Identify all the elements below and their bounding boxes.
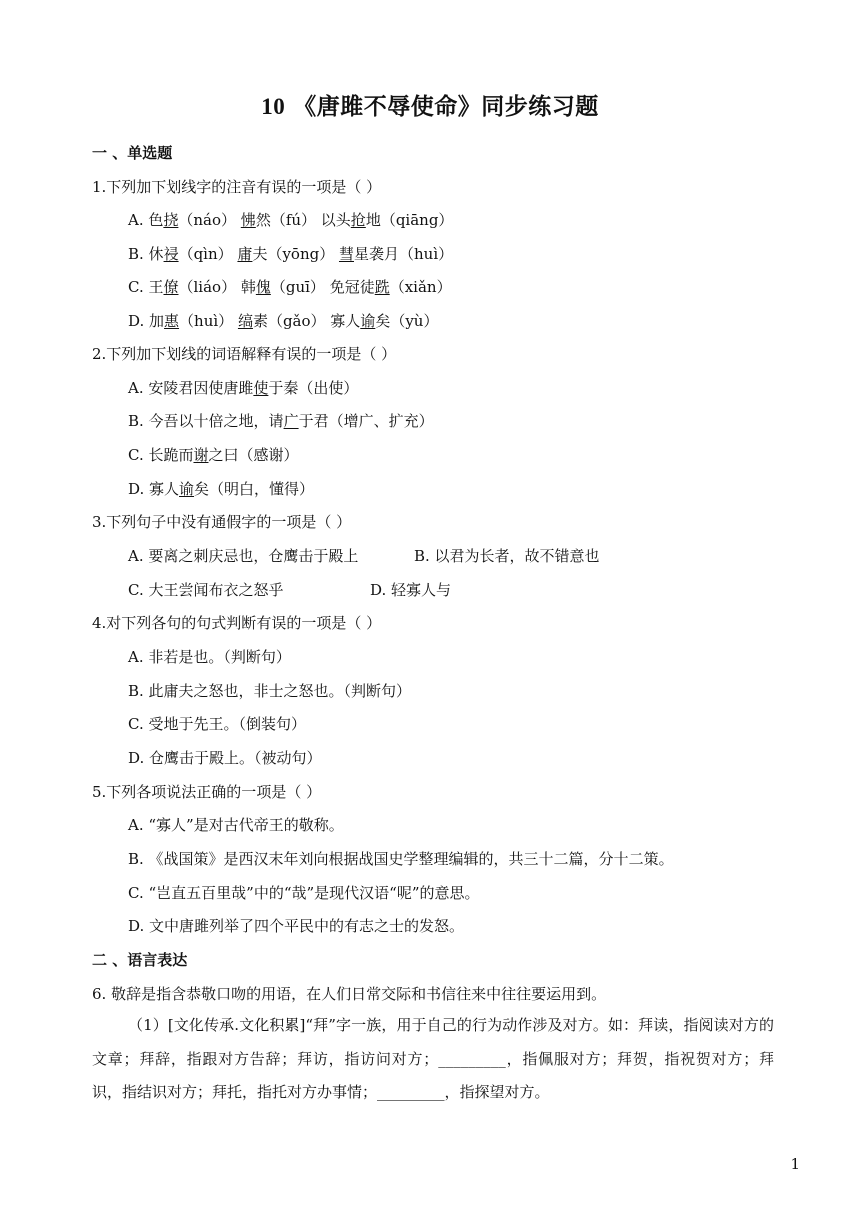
q1-option-b: B. 休祲（qìn） 庸夫（yōng） 彗星袭月（huì） xyxy=(128,245,454,263)
q1-option-d: D. 加惠（huì） 缟素（gǎo） 寡人谕矣（yù） xyxy=(128,312,439,330)
q4-option-a: A. 非若是也。（判断句） xyxy=(128,648,291,666)
q4-option-b: B. 此庸夫之怒也，非士之怒也。（判断句） xyxy=(128,682,412,700)
q1-stem: 1.下列加下划线字的注音有误的一项是（ ） xyxy=(92,178,382,196)
q3-option-b: B. 以君为长者，故不错意也 xyxy=(414,547,600,565)
q2-stem: 2.下列加下划线的词语解释有误的一项是（ ） xyxy=(92,345,397,363)
q5-option-c: C. “岂直五百里哉”中的“哉”是现代汉语“呢”的意思。 xyxy=(128,884,480,902)
q3-stem: 3.下列句子中没有通假字的一项是（ ） xyxy=(92,513,352,531)
q3-option-c: C. 大王尝闻布衣之怒乎 xyxy=(128,581,284,599)
q5-option-d: D. 文中唐雎列举了四个平民中的有志之士的发怒。 xyxy=(128,917,465,935)
q3-option-d: D. 轻寡人与 xyxy=(370,581,452,599)
q6-paragraph: （1）[文化传承.文化积累]“拜”字一族，用于自己的行为动作涉及对方。如：拜读，指阅读对方的文章；拜辞，指跟对方告辞；拜访，指访问对方；_________，指佩服对方；拜贺，指祝贺对方；拜识，指结识对方；拜托，指托对方办事情；_________，指探望对方。 xyxy=(92,1016,774,1101)
q1-option-a: A. 色挠（náo） 怫然（fú） 以头抢地（qiāng） xyxy=(128,211,454,229)
q2-option-d: D. 寡人谕矣（明白，懂得） xyxy=(128,480,315,498)
page-title xyxy=(0,88,860,121)
q2-option-c: C. 长跪而谢之曰（感谢） xyxy=(128,446,299,464)
q1-option-c: C. 王僚（liáo） 韩傀（guī） 免冠徒跣（xiǎn） xyxy=(128,278,452,296)
q2-option-b: B. 今吾以十倍之地，请广于君（增广、扩充） xyxy=(128,412,434,430)
q6-stem: 6. 敬辞是指含恭敬口吻的用语，在人们日常交际和书信往来中往往要运用到。 xyxy=(92,985,607,1003)
section-heading-1: 一 、单选题 xyxy=(92,144,173,162)
q2-option-a: A. 安陵君因使唐雎使于秦（出使） xyxy=(128,379,359,397)
q4-stem: 4.对下列各句的句式判断有误的一项是（ ） xyxy=(92,614,382,632)
title-text: 《唐雎不辱使命》同步练习题 xyxy=(293,93,599,120)
q5-option-b: B. 《战国策》是西汉末年刘向根据战国史学整理编辑的，共三十二篇，分十二策。 xyxy=(128,850,674,868)
page-number: 1 xyxy=(790,1155,800,1173)
q3-option-a: A. 要离之刺庆忌也，仓鹰击于殿上 xyxy=(128,547,359,565)
q5-option-a: A. “寡人”是对古代帝王的敬称。 xyxy=(128,816,344,834)
title-number: 10 xyxy=(261,94,286,119)
q4-option-c: C. 受地于先王。（倒装句） xyxy=(128,715,306,733)
section-heading-2: 二 、语言表达 xyxy=(92,951,188,969)
q5-stem: 5.下列各项说法正确的一项是（ ） xyxy=(92,783,322,801)
q4-option-d: D. 仓鹰击于殿上。（被动句） xyxy=(128,749,322,767)
